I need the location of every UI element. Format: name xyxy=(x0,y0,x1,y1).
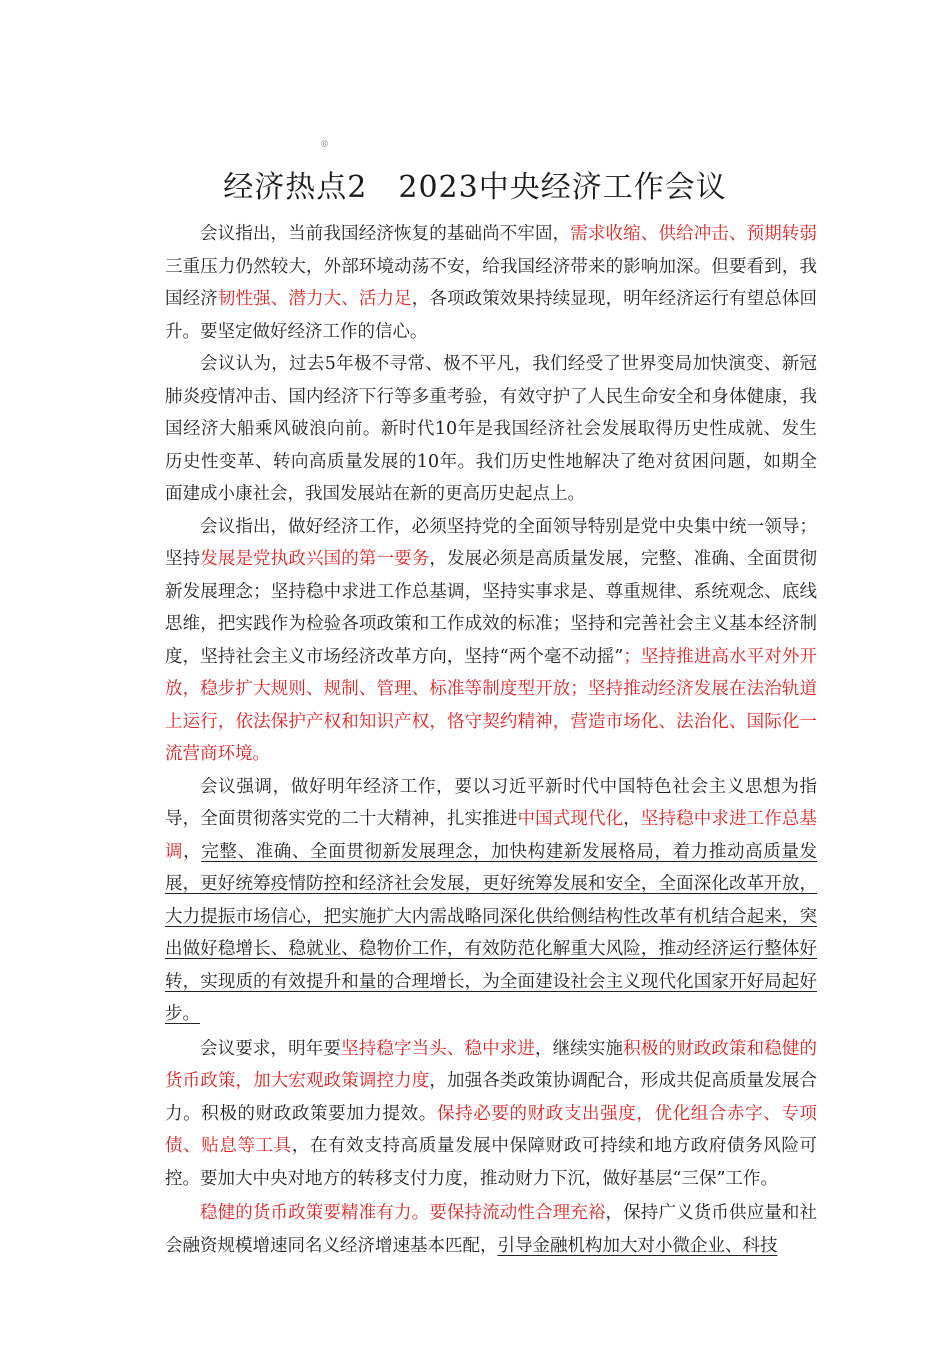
document-body xyxy=(165,218,817,1262)
text-segment: 会议要求，明年要 xyxy=(200,1038,342,1059)
paragraph-4 xyxy=(165,771,817,1031)
text-segment: 会议指出，当前我国经济恢复的基础尚不牢固， xyxy=(200,224,571,244)
highlight-text: 坚持稳字当头、稳中求进 xyxy=(341,1038,536,1059)
text-segment: ， xyxy=(623,809,641,829)
text-segment: ，保持广义货币供应量和社会融资规模增速同名义经济增速基本匹配， xyxy=(165,1203,818,1256)
text-segment: ，继续实施 xyxy=(535,1038,624,1059)
paragraph-5 xyxy=(165,1033,817,1196)
underlined-text: 引导金融机构加大对小微企业、科技 xyxy=(497,1235,778,1256)
text-segment: ， xyxy=(183,841,202,862)
text-segment: ，发展必须是高质量发展，完整、准确、全面贯彻新发展理念；坚持稳中求进工作总基调，坚持实事求是、尊重规律、系统观念、底线思维，把实践作为检验各项政策和工作成效的标准；坚持和完善社会主义基本经济制度，坚持社会主义市场经济改革方向，坚持“两个毫不动摇” xyxy=(165,549,817,667)
highlight-text: 保持必要的财政支出强度，优化组合赤字、专项债、贴息等工具 xyxy=(165,1103,818,1156)
highlight-text: 中国式现代化 xyxy=(517,809,624,829)
text-segment: ，加强各类政策协调配合，形成共促高质量发展合力。积极的财政政策要加力提效。 xyxy=(165,1071,817,1124)
highlight-text: 需求收缩、供给冲击、预期转弱 xyxy=(570,224,818,244)
registered-mark: ® xyxy=(320,140,329,150)
paragraph-1 xyxy=(165,218,817,348)
text-segment: 会议认为，过去5年极不寻常、极不平凡，我们经受了世界变局加快演变、新冠肺炎疫情冲击、国内经济下行等多重考验，有效守护了人民生命安全和身体健康，我国经济大船乘风破浪向前。新时代10年是我国经济社会发展取得历史性成就、发生历史性变革、转向高质量发展的10年。我们历史性地解决了绝对贫困问题，如期全面建成小康社会，我国发展站在新的更高历史起点上。 xyxy=(165,354,817,504)
text-segment: ，各项政策效果持续显现，明年经济运行有望总体回升。要坚定做好经济工作的信心。 xyxy=(165,289,817,342)
text-segment: 三重压力仍然较大，外部环境动荡不安，给我国经济带来的影响加深。但要看到，我国经济 xyxy=(165,256,817,309)
highlight-text: 积极的财政政策和稳健的货币政策，加大宏观政策调控力度 xyxy=(165,1038,818,1091)
paragraph-6 xyxy=(165,1197,817,1262)
text-segment: 会议指出，做好经济工作，必须坚持党的全面领导特别是党中央集中统一领导；坚持 xyxy=(165,516,817,569)
highlight-text: 发展是党执政兴国的第一要务 xyxy=(200,549,430,569)
text-segment: 会议强调，做好明年经济工作，要以习近平新时代中国特色社会主义思想为指导，全面贯彻落实党的二十大精神，扎实推进 xyxy=(165,776,817,829)
underlined-text: 完整、准确、全面贯彻新发展理念，加快构建新发展格局，着力推动高质量发展，更好统筹疫情防控和经济社会发展，更好统筹发展和安全，全面深化改革开放，大力提振市场信心，把实施扩大内需战略同深化供给侧结构性改革有机结合起来，突出做好稳增长、稳就业、稳物价工作，有效防范化解重大风险，推动经济运行整体好转，实现质的有效提升和量的合理增长，为全面建设社会主义现代化国家开好局起好步。 xyxy=(165,841,818,1024)
paragraph-2 xyxy=(165,348,817,511)
highlight-text: 韧性强、潜力大、活力足 xyxy=(217,289,412,309)
paragraph-3 xyxy=(165,511,817,771)
page-title: 经济热点2 2023中央经济工作会议 xyxy=(223,170,727,205)
text-segment: ，在有效支持高质量发展中保障财政可持续和地方政府债务风险可控。要加大中央对地方的转移支付力度，推动财力下沉，做好基层“三保”工作。 xyxy=(165,1136,818,1189)
highlight-text: ；坚持推进高水平对外开放，稳步扩大规则、规制、管理、标准等制度型开放；坚持推动经济发展在法治轨道上运行，依法保护产权和知识产权，恪守契约精神，营造市场化、法治化、国际化一流营商环境。 xyxy=(165,646,817,764)
highlight-text: 稳健的货币政策要精准有力。要保持流动性合理充裕 xyxy=(200,1203,606,1223)
highlight-text: 坚持稳中求进工作总基调 xyxy=(165,809,817,862)
